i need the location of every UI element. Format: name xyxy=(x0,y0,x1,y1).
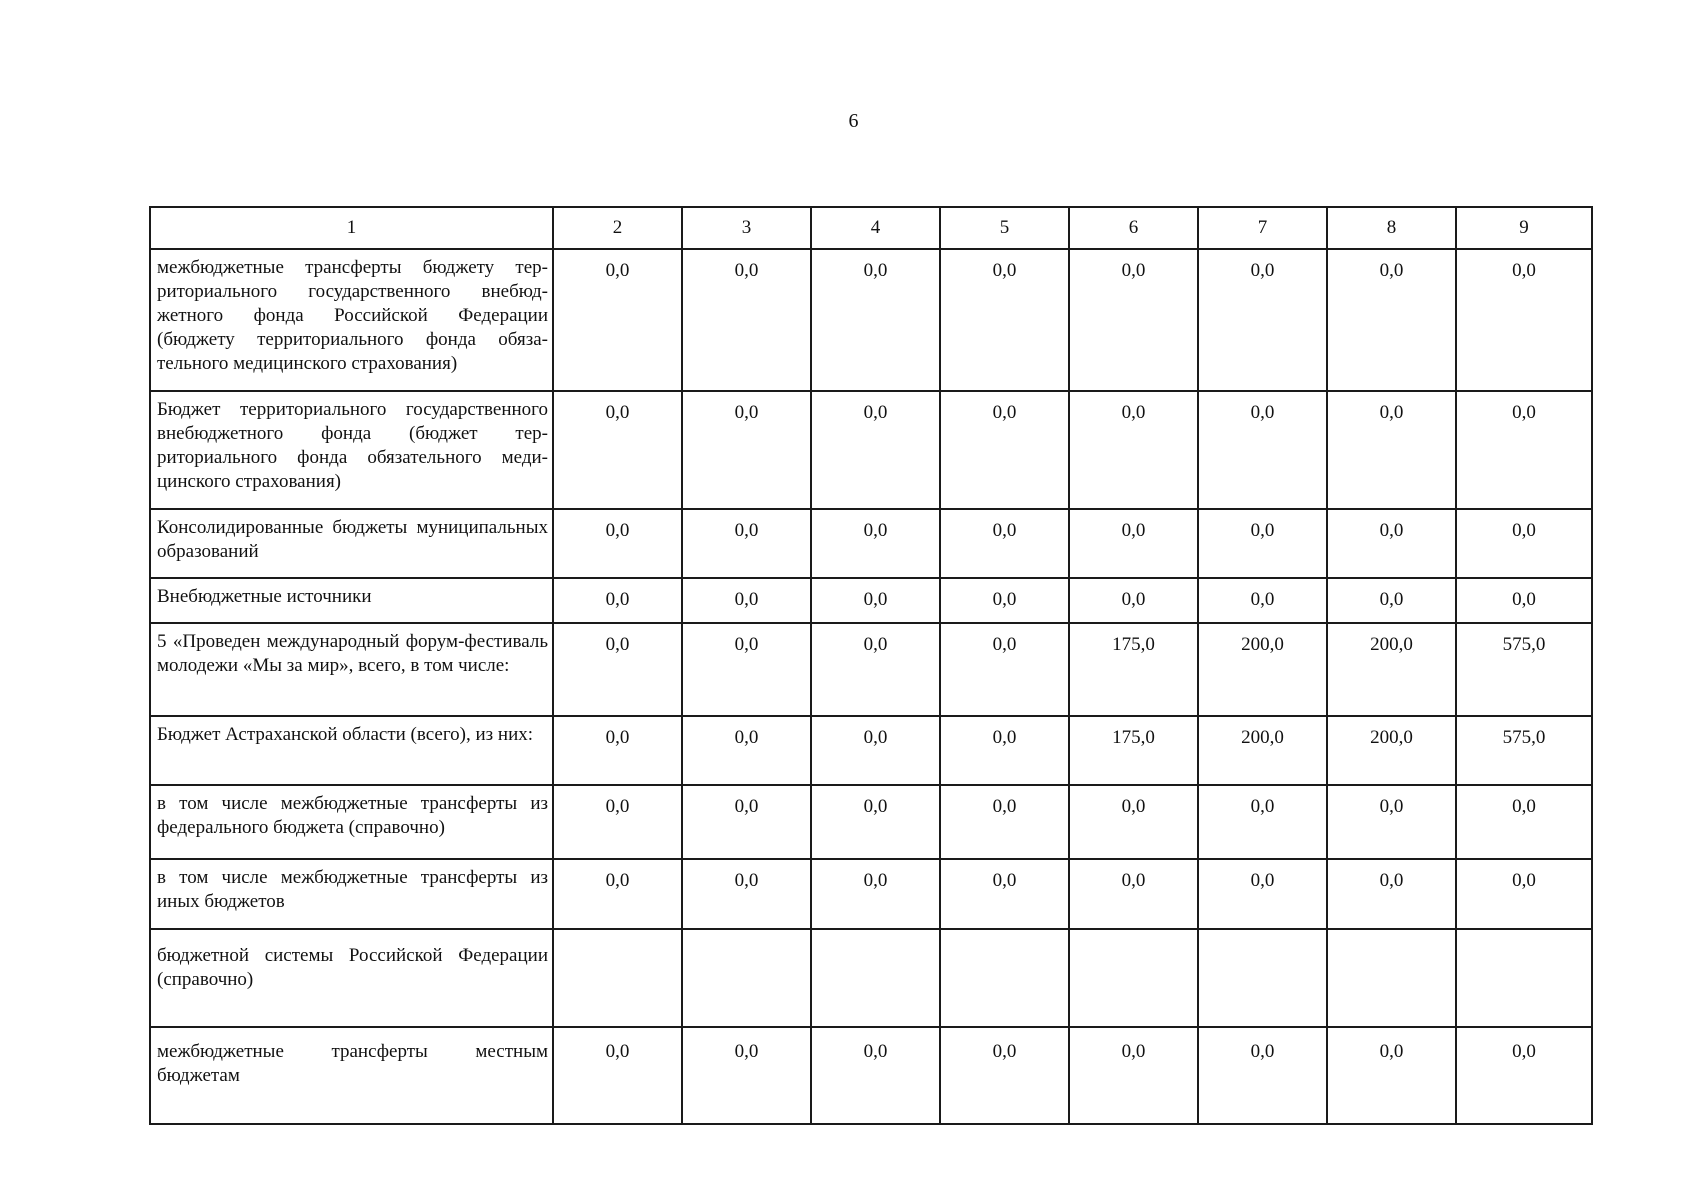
value-cell-col-9: 0,0 xyxy=(1456,578,1592,623)
value-cell-col-5: 0,0 xyxy=(940,391,1069,509)
header-cell-3: 3 xyxy=(682,207,811,249)
value-cell-col-9: 0,0 xyxy=(1456,249,1592,391)
header-cell-7: 7 xyxy=(1198,207,1327,249)
value-cell-col-9: 575,0 xyxy=(1456,623,1592,716)
header-cell-2: 2 xyxy=(553,207,682,249)
value-cell-col-3: 0,0 xyxy=(682,578,811,623)
value-cell-col-8: 200,0 xyxy=(1327,716,1456,785)
value-cell-col-5: 0,0 xyxy=(940,785,1069,859)
row-label: межбюджетные трансферты местным бюджетам xyxy=(150,1027,553,1124)
value-cell-col-4: 0,0 xyxy=(811,249,940,391)
value-cell-col-4: 0,0 xyxy=(811,1027,940,1124)
value-cell-col-2: 0,0 xyxy=(553,623,682,716)
row-label: Внебюджетные источники xyxy=(150,578,553,623)
table-row xyxy=(150,509,1592,578)
row-label: Бюджет Астраханской области (всего), из них: xyxy=(150,716,553,785)
header-cell-6: 6 xyxy=(1069,207,1198,249)
value-cell-col-7: 0,0 xyxy=(1198,1027,1327,1124)
row-label: Бюджет территориального государственного внебюджетного фонда (бюджет территориального фонда обязательного медицинского страхования) xyxy=(150,391,553,509)
value-cell-col-3: 0,0 xyxy=(682,859,811,929)
value-cell-col-8: 0,0 xyxy=(1327,391,1456,509)
value-cell-col-6: 0,0 xyxy=(1069,859,1198,929)
value-cell-col-7: 0,0 xyxy=(1198,249,1327,391)
value-cell-col-5: 0,0 xyxy=(940,623,1069,716)
value-cell-col-2: 0,0 xyxy=(553,509,682,578)
value-cell-col-4: 0,0 xyxy=(811,623,940,716)
value-cell-col-5: 0,0 xyxy=(940,1027,1069,1124)
value-cell-col-9: 0,0 xyxy=(1456,785,1592,859)
value-cell-col-9: 0,0 xyxy=(1456,1027,1592,1124)
value-cell-col-2: 0,0 xyxy=(553,716,682,785)
page-number: 6 xyxy=(848,110,859,132)
table-row xyxy=(150,716,1592,785)
value-cell-col-3: 0,0 xyxy=(682,509,811,578)
header-cell-4: 4 xyxy=(811,207,940,249)
table-row xyxy=(150,859,1592,929)
table-row xyxy=(150,249,1592,391)
table-row xyxy=(150,929,1592,1027)
value-cell-col-5: 0,0 xyxy=(940,859,1069,929)
value-cell-col-9: 0,0 xyxy=(1456,509,1592,578)
value-cell-col-7: 0,0 xyxy=(1198,578,1327,623)
value-cell-col-6 xyxy=(1069,929,1198,1027)
row-label: бюджетной системы Российской Федерации (справочно) xyxy=(150,929,553,1027)
value-cell-col-5: 0,0 xyxy=(940,578,1069,623)
value-cell-col-7: 0,0 xyxy=(1198,859,1327,929)
value-cell-col-2: 0,0 xyxy=(553,859,682,929)
value-cell-col-7: 0,0 xyxy=(1198,785,1327,859)
value-cell-col-8: 200,0 xyxy=(1327,623,1456,716)
value-cell-col-3 xyxy=(682,929,811,1027)
value-cell-col-3: 0,0 xyxy=(682,716,811,785)
value-cell-col-8: 0,0 xyxy=(1327,859,1456,929)
value-cell-col-4: 0,0 xyxy=(811,391,940,509)
value-cell-col-8: 0,0 xyxy=(1327,509,1456,578)
value-cell-col-5: 0,0 xyxy=(940,249,1069,391)
value-cell-col-5: 0,0 xyxy=(940,509,1069,578)
value-cell-col-2 xyxy=(553,929,682,1027)
value-cell-col-4: 0,0 xyxy=(811,785,940,859)
value-cell-col-2: 0,0 xyxy=(553,249,682,391)
value-cell-col-7 xyxy=(1198,929,1327,1027)
value-cell-col-3: 0,0 xyxy=(682,623,811,716)
row-label: межбюджетные трансферты бюджету территориального государственного внебюджетного фонда Российской Федерации (бюджету территориального фонда обязательного медицинского страхования) xyxy=(150,249,553,391)
value-cell-col-2: 0,0 xyxy=(553,391,682,509)
row-label: Консолидированные бюджеты муниципальных образований xyxy=(150,509,553,578)
value-cell-col-9: 575,0 xyxy=(1456,716,1592,785)
value-cell-col-6: 175,0 xyxy=(1069,716,1198,785)
value-cell-col-3: 0,0 xyxy=(682,785,811,859)
value-cell-col-6: 0,0 xyxy=(1069,785,1198,859)
value-cell-col-8 xyxy=(1327,929,1456,1027)
header-cell-8: 8 xyxy=(1327,207,1456,249)
value-cell-col-4 xyxy=(811,929,940,1027)
header-cell-1: 1 xyxy=(150,207,553,249)
row-label: в том числе межбюджетные трансферты из федерального бюджета (справочно) xyxy=(150,785,553,859)
value-cell-col-6: 0,0 xyxy=(1069,578,1198,623)
value-cell-col-2: 0,0 xyxy=(553,1027,682,1124)
table-row xyxy=(150,1027,1592,1124)
value-cell-col-4: 0,0 xyxy=(811,509,940,578)
value-cell-col-8: 0,0 xyxy=(1327,1027,1456,1124)
value-cell-col-4: 0,0 xyxy=(811,716,940,785)
value-cell-col-5 xyxy=(940,929,1069,1027)
value-cell-col-6: 0,0 xyxy=(1069,509,1198,578)
table-row xyxy=(150,785,1592,859)
value-cell-col-6: 0,0 xyxy=(1069,1027,1198,1124)
value-cell-col-2: 0,0 xyxy=(553,785,682,859)
value-cell-col-2: 0,0 xyxy=(553,578,682,623)
value-cell-col-3: 0,0 xyxy=(682,391,811,509)
value-cell-col-7: 0,0 xyxy=(1198,509,1327,578)
value-cell-col-6: 0,0 xyxy=(1069,249,1198,391)
value-cell-col-4: 0,0 xyxy=(811,859,940,929)
budget-table xyxy=(149,206,1593,1125)
table-body xyxy=(150,249,1592,1124)
value-cell-col-8: 0,0 xyxy=(1327,578,1456,623)
table-row xyxy=(150,391,1592,509)
value-cell-col-6: 175,0 xyxy=(1069,623,1198,716)
value-cell-col-9: 0,0 xyxy=(1456,391,1592,509)
table-header-row xyxy=(150,207,1592,249)
value-cell-col-7: 200,0 xyxy=(1198,716,1327,785)
row-label: в том числе межбюджетные трансферты из иных бюджетов xyxy=(150,859,553,929)
value-cell-col-8: 0,0 xyxy=(1327,249,1456,391)
value-cell-col-8: 0,0 xyxy=(1327,785,1456,859)
header-cell-5: 5 xyxy=(940,207,1069,249)
value-cell-col-9 xyxy=(1456,929,1592,1027)
value-cell-col-7: 200,0 xyxy=(1198,623,1327,716)
value-cell-col-3: 0,0 xyxy=(682,1027,811,1124)
header-cell-9: 9 xyxy=(1456,207,1592,249)
value-cell-col-5: 0,0 xyxy=(940,716,1069,785)
value-cell-col-9: 0,0 xyxy=(1456,859,1592,929)
value-cell-col-6: 0,0 xyxy=(1069,391,1198,509)
table-row xyxy=(150,623,1592,716)
table-row xyxy=(150,578,1592,623)
value-cell-col-7: 0,0 xyxy=(1198,391,1327,509)
value-cell-col-3: 0,0 xyxy=(682,249,811,391)
value-cell-col-4: 0,0 xyxy=(811,578,940,623)
row-label: 5 «Проведен международный форум-фестиваль молодежи «Мы за мир», всего, в том числе: xyxy=(150,623,553,716)
